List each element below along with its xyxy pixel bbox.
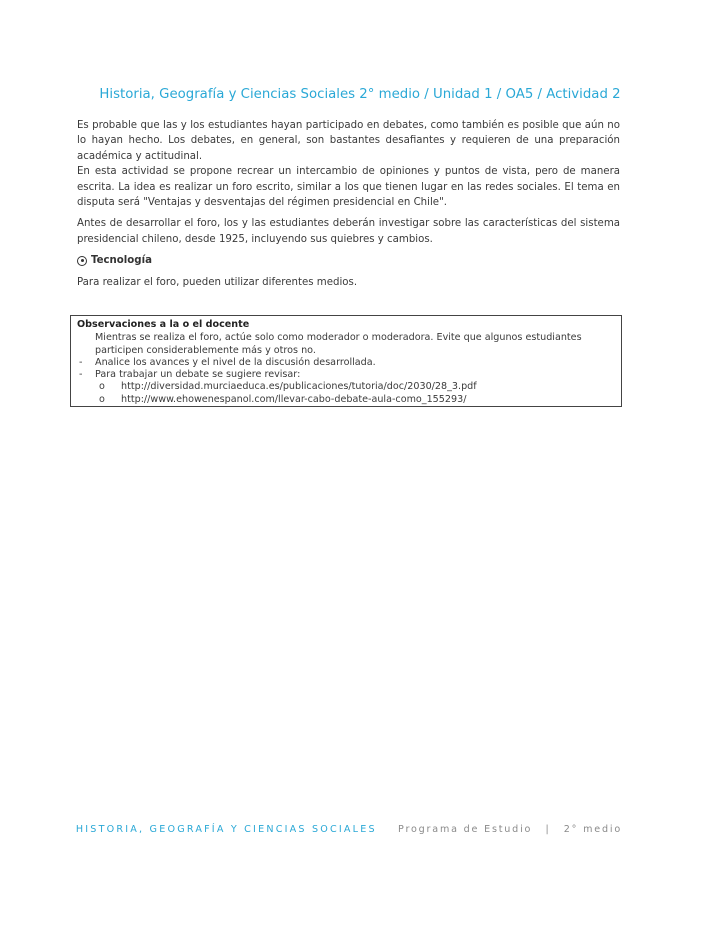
- observation-item: - Analice los avances y el nivel de la discusión desarrollada.: [79, 356, 376, 368]
- page-title: Historia, Geografía y Ciencias Sociales 2° medio / Unidad 1 / OA5 / Actividad 2: [99, 87, 621, 102]
- footer-program: Programa de Estudio: [398, 824, 533, 835]
- technology-icon: [77, 256, 87, 266]
- research-paragraph: Antes de desarrollar el foro, los y las estudiantes deberán investigar sobre las características del sistema presidencial chileno, desde 1925, incluyendo sus quiebres y cambios.: [77, 218, 620, 245]
- reference-link-item: [77, 381, 615, 393]
- bullet-icon: o: [99, 393, 105, 405]
- footer-level: 2° medio: [563, 824, 622, 835]
- footer-subject: HISTORIA, GEOGRAFÍA Y CIENCIAS SOCIALES: [75, 824, 377, 835]
- reference-link-item: [77, 394, 615, 406]
- teacher-observations-box: [70, 315, 622, 407]
- bullet-icon: o: [99, 381, 105, 393]
- footer-separator: |: [545, 824, 551, 835]
- reference-link[interactable]: http://www.ehowenespanol.com/llevar-cabo-debate-aula-como_155293/: [121, 393, 467, 405]
- technology-text: Para realizar el foro, pueden utilizar diferentes medios.: [77, 276, 358, 288]
- bullet-icon: -: [79, 356, 83, 368]
- observations-title: Observaciones a la o el docente: [77, 319, 250, 330]
- bullet-icon: -: [79, 369, 83, 381]
- observation-item: Mientras se realiza el foro, actúe solo como moderador o moderadora. Evite que algunos estudiantes participen considerablemente más y otros no.: [95, 332, 582, 356]
- activity-body: [77, 118, 620, 290]
- technology-heading: Tecnología: [91, 255, 152, 267]
- technology-heading-row: [77, 253, 620, 268]
- intro-paragraph: Es probable que las y los estudiantes hayan participado en debates, como también es posible que aún no lo hayan hecho. Los debates, en general, son bastantes desafiantes y requieren de una preparación académica y actitudinal.: [77, 120, 620, 162]
- reference-link[interactable]: http://diversidad.murciaeduca.es/publicaciones/tutoria/doc/2030/28_3.pdf: [121, 381, 477, 393]
- observation-item: - Para trabajar un debate se sugiere revisar:: [79, 369, 301, 381]
- observations-list: [77, 332, 615, 406]
- activity-paragraph: En esta actividad se propone recrear un intercambio de opiniones y puntos de vista, pero de manera escrita. La idea es realizar un foro escrito, similar a los que tienen lugar en las redes sociales. El tema en disputa será "Ventajas y desventajas del régimen presidencial en Chile".: [77, 166, 620, 209]
- page-footer: [0, 824, 622, 835]
